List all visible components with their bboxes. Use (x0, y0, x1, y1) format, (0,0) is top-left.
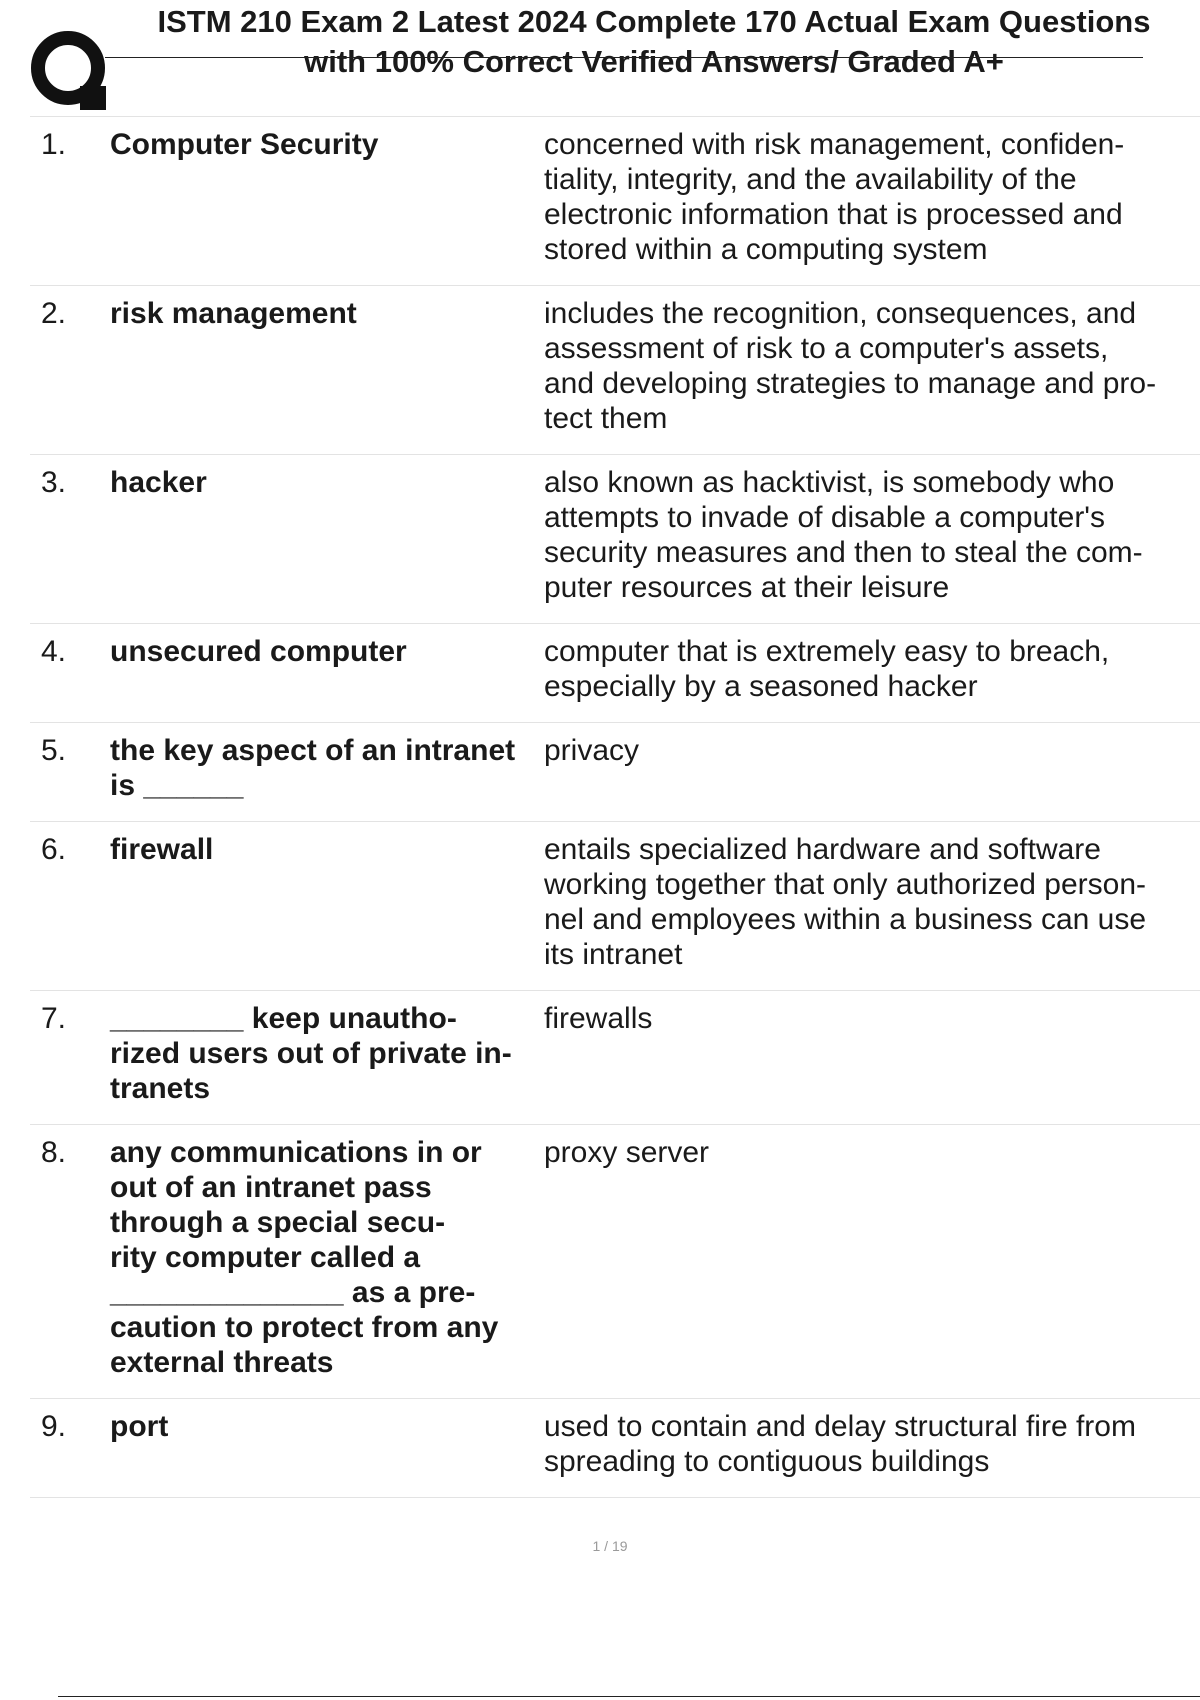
page-number: 1 / 19 (592, 1538, 628, 1554)
question-number: 6. (41, 833, 67, 866)
answer-definition: firewalls (544, 1002, 653, 1035)
question-number: 9. (41, 1410, 67, 1443)
answer-definition: entails specialized hardware and software working together that only authorized person- nel and employees within a business can use its intranet (544, 833, 1147, 971)
question-number: 8. (41, 1136, 67, 1169)
footer-divider (58, 1696, 1200, 1697)
question-number: 3. (41, 466, 67, 499)
answer-definition: concerned with risk management, confiden- tiality, integrity, and the availability of the electronic information that is processed and stored within a computing system (544, 128, 1125, 266)
qa-row (30, 624, 1200, 723)
qa-row (30, 723, 1200, 822)
qa-row (30, 286, 1200, 455)
answer-definition: computer that is extremely easy to breach, especially by a seasoned hacker (544, 635, 1110, 703)
answer-definition: also known as hacktivist, is somebody who attempts to invade of disable a computer's security measures and then to steal the com- puter resources at their leisure (544, 466, 1143, 604)
qa-row (30, 991, 1200, 1125)
question-term: Computer Security (110, 128, 379, 161)
qa-row (30, 455, 1200, 624)
qa-row (30, 822, 1200, 991)
question-term: hacker (110, 466, 207, 499)
qa-row (30, 117, 1200, 286)
document-title (118, 2, 1190, 82)
question-term: the key aspect of an intranet is ______ (110, 734, 516, 802)
qa-table (30, 116, 1200, 1498)
question-term: risk management (110, 297, 357, 330)
q-logo-icon (30, 30, 112, 112)
question-term: port (110, 1410, 169, 1443)
question-term: any communications in or out of an intranet pass through a special secu- rity computer called a ______________ as a pre- caution to protect from any external threats (110, 1136, 499, 1379)
question-number: 5. (41, 734, 67, 767)
question-number: 1. (41, 128, 67, 161)
question-term: ________ keep unautho- rized users out of private in- tranets (110, 1002, 512, 1105)
answer-definition: privacy (544, 734, 640, 767)
question-number: 7. (41, 1002, 67, 1035)
question-term: unsecured computer (110, 635, 407, 668)
qa-row (30, 1399, 1200, 1498)
answer-definition: proxy server (544, 1136, 710, 1169)
title-strike-line (105, 57, 1143, 58)
qa-row (30, 1125, 1200, 1399)
title-line-1: ISTM 210 Exam 2 Latest 2024 Complete 170 Actual Exam Questions (157, 4, 1151, 39)
title-line-2: with 100% Correct Verified Answers/ Graded A+ (304, 44, 1004, 79)
question-number: 4. (41, 635, 67, 668)
question-term: firewall (110, 833, 214, 866)
answer-definition: includes the recognition, consequences, and assessment of risk to a computer's assets, and developing strategies to manage and pro- tect them (544, 297, 1157, 435)
answer-definition: used to contain and delay structural fire from spreading to contiguous buildings (544, 1410, 1136, 1478)
question-number: 2. (41, 297, 67, 330)
